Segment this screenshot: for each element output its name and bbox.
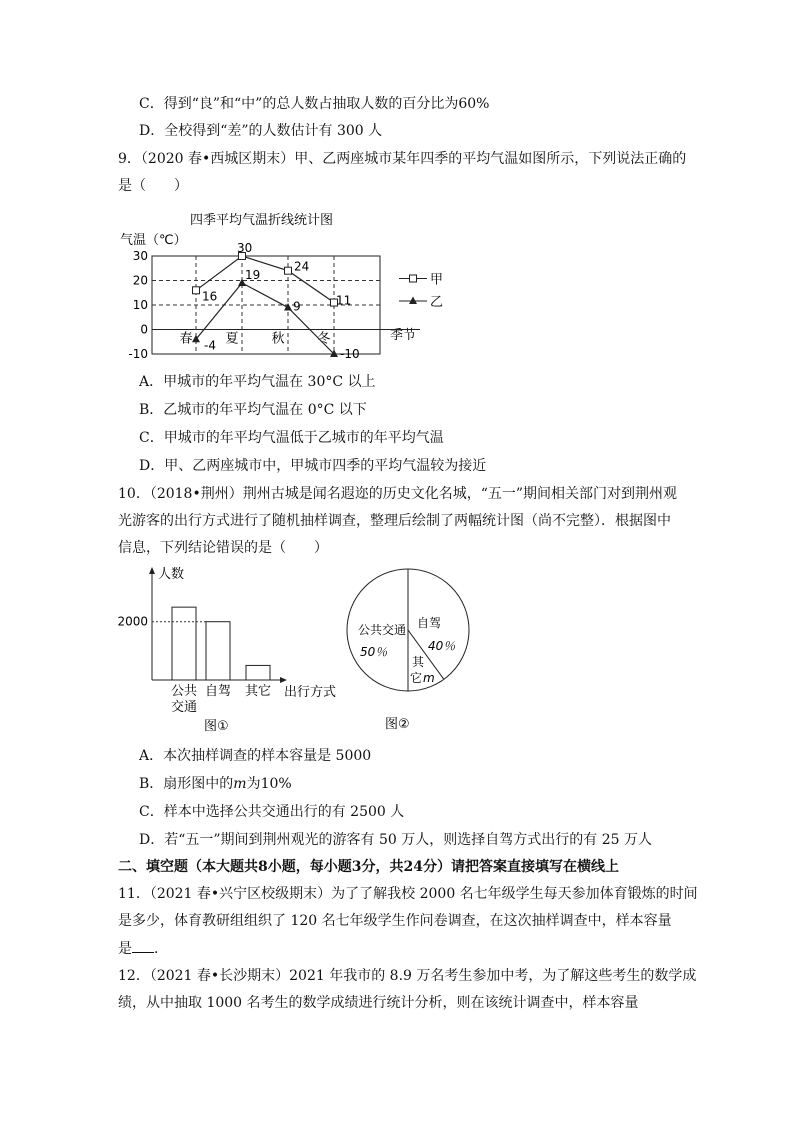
data-label: 16 [202, 289, 218, 304]
chart-title: 四季平均气温折线统计图 [190, 213, 334, 228]
q9-option-a: A．甲城市的年平均气温在 30°C 以上 [139, 374, 376, 390]
q11-line2: 是多少，体育教研组组织了 120 名七年级学生作问卷调查，在这次抽样调查中，样本容量 [118, 913, 672, 929]
bar-0 [172, 607, 196, 680]
section-2-heading: 二、填空题（本大题共8小题，每小题3分，共24分）请把答案直接填写在横线上 [118, 859, 619, 875]
pie-pct-public: 50％ [360, 645, 388, 659]
marker-jia [193, 287, 200, 294]
bar-category-label: 交通 [170, 700, 198, 715]
pie-pct-other: m [423, 671, 435, 685]
figure-2-caption: 图② [385, 717, 410, 732]
q10-option-c: C．样本中选择公共交通出行的有 2500 人 [139, 804, 405, 820]
bar-x-axis-label: 出行方式 [284, 685, 337, 700]
figure-1-caption: 图① [204, 719, 229, 734]
q9-option-c: C．甲城市的年平均气温低于乙城市的年平均气温 [139, 430, 444, 446]
x-axis-label: 季节 [390, 328, 417, 343]
q10-stem-line2: 光游客的出行方式进行了随机抽样调查，整理后绘制了两幅统计图（尚不完整）．根据图中 [118, 513, 671, 529]
q10-option-b: B．扇形图中的m为10% [139, 776, 292, 792]
variable-m: m [233, 776, 247, 792]
data-label: 19 [245, 267, 261, 282]
bar-category-label: 自驾 [204, 684, 232, 699]
marker-jia [285, 267, 292, 274]
pie-label-other-2: 它 [410, 671, 423, 685]
travel-mode-bar-chart [112, 560, 352, 740]
season-label: 冬 [317, 331, 331, 347]
season-label: 夏 [225, 331, 239, 347]
bar-1 [206, 622, 230, 680]
pie-label-self: 自驾 [417, 616, 442, 630]
q11-line1: 11．（2021 春•兴宁区校级期末）为了了解我校 2000 名七年级学生每天参加体育锻炼的时间 [118, 886, 698, 902]
bar-category-label: 其它 [244, 684, 272, 699]
legend-label-yi: 乙 [430, 295, 444, 310]
pie-pct-self: 40％ [428, 639, 456, 653]
q11-line3: 是 ． [118, 938, 168, 959]
q9-option-b: B．乙城市的年平均气温在 0°C 以下 [139, 402, 367, 418]
q10-stem-line1: 10．（2018•荆州）荆州古城是闻名遐迩的历史文化名城，“五一”期间相关部门对到荆州观 [118, 486, 678, 502]
q10-option-d: D．若“五一”期间到荆州观光的游客有 50 万人，则选择自驾方式出行的有 25 万人 [139, 832, 652, 848]
q12-line2: 绩，从中抽取 1000 名考生的数学成绩进行统计分析，则在该统计调查中，样本容量 [118, 995, 639, 1011]
q10-option-a: A．本次抽样调查的样本容量是 5000 [139, 748, 372, 764]
legend-label-jia: 甲 [430, 272, 444, 288]
season-label: 秋 [271, 331, 285, 347]
bar-2 [246, 665, 270, 680]
bar-category-label: 公共 [170, 684, 198, 699]
season-temperature-line-chart [112, 205, 452, 363]
data-label: 24 [294, 259, 310, 274]
bar-y-tick-label: 2000 [117, 614, 148, 629]
data-label: 30 [237, 241, 253, 255]
q8-option-d: D．全校得到“差”的人数估计有 300 人 [139, 123, 383, 139]
y-tick-label: 20 [132, 273, 148, 288]
data-label: -10 [340, 347, 360, 361]
q10-stem-line3: 信息，下列结论错误的是（ ） [118, 540, 328, 556]
data-label: 9 [293, 299, 301, 314]
q9-option-d: D．甲、乙两座城市中，甲城市四季的平均气温较为接近 [139, 458, 487, 474]
data-label: 11 [336, 293, 352, 308]
q8-option-c: C．得到“良”和“中”的总人数占抽取人数的百分比为60% [139, 96, 490, 112]
y-tick-label: 0 [140, 322, 148, 337]
q9-stem-line2: 是（ ） [118, 178, 188, 194]
season-label: 春 [179, 331, 193, 347]
q11-answer-blank[interactable] [132, 938, 154, 953]
legend-marker-jia [410, 275, 417, 282]
legend-marker-yi [409, 297, 417, 305]
y-tick-label: 10 [132, 298, 148, 312]
y-axis-label: 气温（℃） [120, 233, 187, 248]
marker-yi [284, 303, 292, 311]
y-tick-label: -10 [128, 347, 148, 361]
travel-mode-pie-chart [340, 560, 480, 740]
pie-label-public: 公共交通 [357, 623, 407, 637]
x-axis-arrow [280, 677, 287, 683]
y-tick-label: 30 [132, 249, 148, 263]
pie-label-other-1: 其 [412, 655, 425, 669]
bar-y-axis-label: 人数 [158, 567, 185, 582]
y-axis-arrow [149, 567, 155, 574]
data-label: -4 [204, 338, 216, 353]
q12-line1: 12．（2021 春•长沙期末）2021 年我市的 8.9 万名考生参加中考，为了解这些考生的数学成 [118, 968, 697, 984]
q9-stem-line1: 9．（2020 春•西城区期末）甲、乙两座城市某年四季的平均气温如图所示，下列说法正确的 [118, 151, 687, 167]
